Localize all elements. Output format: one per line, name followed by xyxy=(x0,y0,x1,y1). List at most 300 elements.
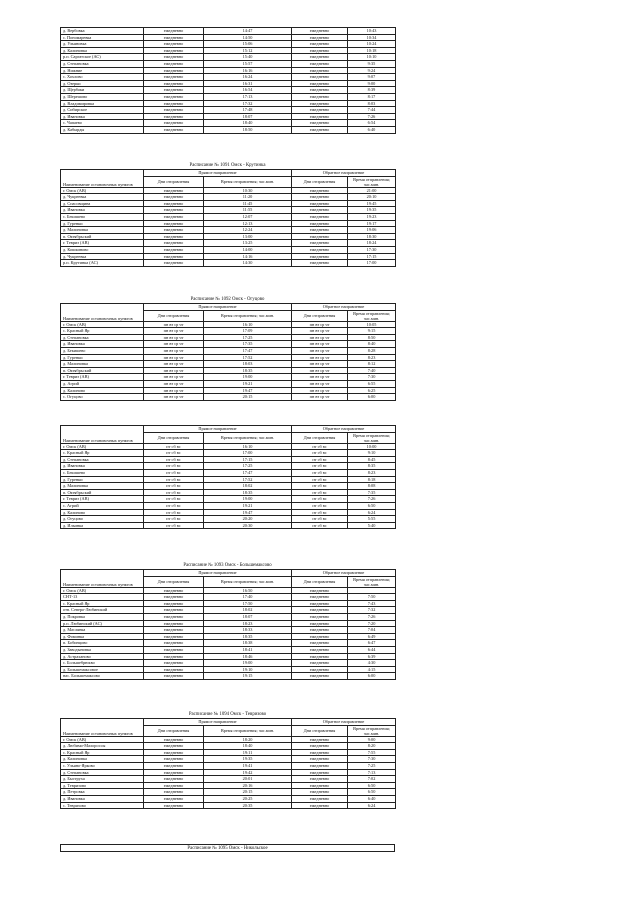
reverse-days: ежедневно xyxy=(292,653,348,660)
stop-name: д. Спасовщина xyxy=(61,200,144,207)
stop-name: д. Калиново xyxy=(61,387,144,394)
reverse-days: ежедневно xyxy=(292,47,348,54)
stop-name: д. Чукреевка xyxy=(61,194,144,201)
stops-header: Наименование остановочных пунктов xyxy=(61,304,144,322)
stop-name: д. Озерки xyxy=(61,80,144,87)
reverse-time: 10:10 xyxy=(348,54,396,61)
forward-time: 14:16 xyxy=(204,253,292,260)
forward-time: 18:03 xyxy=(204,361,292,368)
table-row xyxy=(61,802,396,809)
table-row xyxy=(61,594,396,601)
reverse-days: ежедневно xyxy=(292,782,348,789)
stop-name: д. Сибирское xyxy=(61,107,144,114)
forward-header: Прямое направление xyxy=(144,170,292,177)
forward-time: 17:47 xyxy=(204,347,292,354)
table-row xyxy=(61,28,396,35)
stops-header: Наименование остановочных пунктов xyxy=(61,719,144,737)
reverse-days: ежедневно xyxy=(292,673,348,680)
forward-days: ежедневно xyxy=(144,653,204,660)
forward-days: ежедневно xyxy=(144,749,204,756)
forward-time: 18:35 xyxy=(204,633,292,640)
reverse-time: 8:28 xyxy=(348,347,396,354)
table-row xyxy=(61,253,396,260)
reverse-days: пн вт ср чт xyxy=(292,347,348,354)
stop-name: д. Калиновка xyxy=(61,756,144,763)
table-row xyxy=(61,607,396,614)
reverse-days: ежедневно xyxy=(292,594,348,601)
forward-time: 19:00 xyxy=(204,496,292,503)
stop-name: п. Октябрьский xyxy=(61,489,144,496)
table-row xyxy=(61,100,396,107)
forward-days: ежедневно xyxy=(144,41,204,48)
forward-days: ежедневно xyxy=(144,126,204,133)
forward-time: 19:00 xyxy=(204,374,292,381)
reverse-time: 9:24 xyxy=(348,67,396,74)
stop-name: с. Чапаево xyxy=(61,120,144,127)
table-row xyxy=(61,640,396,647)
reverse-time: 5:40 xyxy=(348,522,396,529)
stop-name: с. Красный Яр xyxy=(61,450,144,457)
table-row xyxy=(61,361,396,368)
stop-name: д. Ильинка xyxy=(61,522,144,529)
forward-time: 14:50 xyxy=(204,34,292,41)
forward-time: 14:30 xyxy=(204,260,292,267)
reverse-time: 7:20 xyxy=(348,620,396,627)
reverse-time: 7:26 xyxy=(348,113,396,120)
stop-name: д. Ивановка xyxy=(61,113,144,120)
stop-name: с. Ульяно-Ярково xyxy=(61,762,144,769)
table-row xyxy=(61,227,396,234)
stop-name: р.п. Саргатское (АС) xyxy=(61,54,144,61)
forward-days: ежедневно xyxy=(144,607,204,614)
reverse-days: пт сб вс xyxy=(292,516,348,523)
stop-name: д. Петровка xyxy=(61,789,144,796)
forward-days: ежедневно xyxy=(144,795,204,802)
stop-name: д. Нижние xyxy=(61,67,144,74)
stop-name: д. Маслянка xyxy=(61,627,144,634)
forward-time: 15:12 xyxy=(204,47,292,54)
time-header: Время отправления; час.мин. xyxy=(204,176,292,187)
forward-time: 19:10 xyxy=(204,666,292,673)
forward-time: 12:24 xyxy=(204,227,292,234)
stop-name: с. Красный Яр xyxy=(61,600,144,607)
reverse-days: пт сб вс xyxy=(292,483,348,490)
reverse-days: пн вт ср чт xyxy=(292,354,348,361)
forward-time: 18:02 xyxy=(204,483,292,490)
reverse-time: 6:54 xyxy=(348,120,396,127)
reverse-days: пт сб вс xyxy=(292,509,348,516)
header-row xyxy=(61,304,396,311)
reverse-time: 7:50 xyxy=(348,594,396,601)
forward-time: 19:11 xyxy=(204,749,292,756)
forward-days: пн вт ср чт xyxy=(144,341,204,348)
reverse-time: 7:55 xyxy=(348,749,396,756)
reverse-time: 9:35 xyxy=(348,60,396,67)
reverse-time: 4:15 xyxy=(348,666,396,673)
forward-time: 20:15 xyxy=(204,789,292,796)
table-row xyxy=(61,509,396,516)
reverse-days: пн вт ср чт xyxy=(292,394,348,401)
table-row xyxy=(61,126,396,133)
forward-days: ежедневно xyxy=(144,200,204,207)
stop-name: г. Тевриз (АВ) xyxy=(61,240,144,247)
reverse-time: 7:30 xyxy=(348,756,396,763)
table-row xyxy=(61,107,396,114)
reverse-days: ежедневно xyxy=(292,749,348,756)
table-row xyxy=(61,633,396,640)
stop-name: д. Любимо-Малороссы xyxy=(61,743,144,750)
reverse-time: 9:15 xyxy=(348,328,396,335)
reverse-header: Обратное направление xyxy=(292,304,396,311)
reverse-days: ежедневно xyxy=(292,762,348,769)
stop-name: д. Астраханово xyxy=(61,653,144,660)
stop-name: д. Огуцово xyxy=(61,516,144,523)
forward-time: 17:40 xyxy=(204,594,292,601)
forward-time: 18:02 xyxy=(204,607,292,614)
reverse-time: 17:30 xyxy=(348,246,396,253)
days-header: Дни отправления xyxy=(292,176,348,187)
table-row xyxy=(61,502,396,509)
forward-days: ежедневно xyxy=(144,240,204,247)
forward-time: 18:40 xyxy=(204,120,292,127)
reverse-time: 9:10 xyxy=(348,450,396,457)
schedule-title: Расписание № 1092 Омск - Огуцово xyxy=(190,297,265,302)
header-row xyxy=(61,719,396,726)
reverse-days: ежедневно xyxy=(292,600,348,607)
stop-name: д. Гуренки xyxy=(61,476,144,483)
schedule-table xyxy=(60,569,396,680)
forward-days: ежедневно xyxy=(144,74,204,81)
reverse-time: 4:30 xyxy=(348,660,396,667)
forward-days: ежедневно xyxy=(144,67,204,74)
reverse-days: ежедневно xyxy=(292,60,348,67)
reverse-days: ежедневно xyxy=(292,736,348,743)
reverse-time: 10:18 xyxy=(348,47,396,54)
stop-name: р.п. Крутинка (АС) xyxy=(61,260,144,267)
stop-name: г. Омск (АВ) xyxy=(61,187,144,194)
table-row xyxy=(61,749,396,756)
reverse-time: 10:05 xyxy=(348,321,396,328)
stop-name: с. Бекишево xyxy=(61,469,144,476)
stop-name: д. Гуренки xyxy=(61,220,144,227)
reverse-time: 6:40 xyxy=(348,795,396,802)
table-row xyxy=(61,776,396,783)
table-row xyxy=(61,394,396,401)
stop-name: д. Малиновка xyxy=(61,483,144,490)
stop-name: д. Гуренки xyxy=(61,354,144,361)
stop-name: д. Ивановка xyxy=(61,207,144,214)
forward-time: 15:06 xyxy=(204,41,292,48)
table-row xyxy=(61,87,396,94)
forward-days: ежедневно xyxy=(144,620,204,627)
reverse-time: 9:07 xyxy=(348,74,396,81)
forward-time: 14:00 xyxy=(204,246,292,253)
forward-days: ежедневно xyxy=(144,34,204,41)
forward-days: пт сб вс xyxy=(144,522,204,529)
forward-time: 18:38 xyxy=(204,640,292,647)
forward-days: ежедневно xyxy=(144,187,204,194)
forward-days: пн вт ср чт xyxy=(144,334,204,341)
stop-name: г. Омск (АВ) xyxy=(61,321,144,328)
table-row xyxy=(61,194,396,201)
stop-name: д. Ивановка xyxy=(61,795,144,802)
forward-time: 13:25 xyxy=(204,240,292,247)
forward-days: ежедневно xyxy=(144,253,204,260)
reverse-days: ежедневно xyxy=(292,34,348,41)
reverse-time: 8:40 xyxy=(348,341,396,348)
table-row xyxy=(61,213,396,220)
forward-time: 16:10 xyxy=(204,443,292,450)
table-row xyxy=(61,613,396,620)
reverse-days: пт сб вс xyxy=(292,489,348,496)
table-row xyxy=(61,60,396,67)
forward-days: ежедневно xyxy=(144,220,204,227)
table-row xyxy=(61,328,396,335)
forward-header: Прямое направление xyxy=(144,570,292,577)
forward-time: 17:48 xyxy=(204,107,292,114)
forward-days: пн вт ср чт xyxy=(144,328,204,335)
forward-time: 16:50 xyxy=(204,587,292,594)
stop-name: нас. Большемаксово xyxy=(61,673,144,680)
stop-name: с. Агрий xyxy=(61,502,144,509)
reverse-time: 7:32 xyxy=(348,607,396,614)
forward-days: ежедневно xyxy=(144,600,204,607)
table-row xyxy=(61,620,396,627)
forward-days: ежедневно xyxy=(144,776,204,783)
table-row xyxy=(61,341,396,348)
reverse-days: ежедневно xyxy=(292,113,348,120)
stop-name: с. Хохлово xyxy=(61,74,144,81)
section-0 xyxy=(60,27,395,134)
forward-time: 17:25 xyxy=(204,334,292,341)
reverse-days: ежедневно xyxy=(292,795,348,802)
table-row xyxy=(61,456,396,463)
table-row xyxy=(61,496,396,503)
table-row xyxy=(61,240,396,247)
table-row xyxy=(61,387,396,394)
table-row xyxy=(61,200,396,207)
table-row xyxy=(61,260,396,267)
reverse-time: 19:23 xyxy=(348,213,396,220)
section-4 xyxy=(60,562,395,680)
forward-days: ежедневно xyxy=(144,87,204,94)
forward-time: 17:32 xyxy=(204,100,292,107)
table-row xyxy=(61,113,396,120)
table-row xyxy=(61,54,396,61)
reverse-time: 10:24 xyxy=(348,41,396,48)
days-header: Дни отправления xyxy=(292,310,348,321)
stop-name: д. Вербовка xyxy=(61,28,144,35)
reverse-time: 19:45 xyxy=(348,200,396,207)
forward-days: пт сб вс xyxy=(144,469,204,476)
reverse-days: пт сб вс xyxy=(292,456,348,463)
forward-days: ежедневно xyxy=(144,113,204,120)
forward-time: 11:45 xyxy=(204,200,292,207)
schedule-table xyxy=(60,718,396,809)
header-row xyxy=(61,170,396,177)
reverse-time: 8:17 xyxy=(348,93,396,100)
reverse-days: ежедневно xyxy=(292,120,348,127)
reverse-time: 21:00 xyxy=(348,187,396,194)
forward-days: ежедневно xyxy=(144,633,204,640)
reverse-time: 6:49 xyxy=(348,633,396,640)
reverse-days: пт сб вс xyxy=(292,476,348,483)
reverse-days: пн вт ср чт xyxy=(292,334,348,341)
forward-days: пн вт ср чт xyxy=(144,367,204,374)
reverse-time: 7:35 xyxy=(348,489,396,496)
forward-time: 15:40 xyxy=(204,54,292,61)
stop-name: д. Малиновка xyxy=(61,227,144,234)
reverse-header: Обратное направление xyxy=(292,570,396,577)
reverse-time: 6:50 xyxy=(348,782,396,789)
forward-days: пт сб вс xyxy=(144,443,204,450)
stop-name: д. Агрий xyxy=(61,380,144,387)
forward-time: 20:01 xyxy=(204,776,292,783)
forward-time: 19:41 xyxy=(204,762,292,769)
forward-time: 20:15 xyxy=(204,394,292,401)
reverse-time: 19:35 xyxy=(348,207,396,214)
reverse-time: 17:15 xyxy=(348,253,396,260)
reverse-days: пн вт ср чт xyxy=(292,361,348,368)
reverse-days: ежедневно xyxy=(292,233,348,240)
time-header: Время отправления; час.мин. xyxy=(204,432,292,443)
forward-time: 20:20 xyxy=(204,516,292,523)
reverse-time: 7:43 xyxy=(348,600,396,607)
forward-days: ежедневно xyxy=(144,782,204,789)
forward-time: 17:00 xyxy=(204,450,292,457)
reverse-time: 17:00 xyxy=(348,260,396,267)
stop-name: с. Красный Яр xyxy=(61,328,144,335)
table-row xyxy=(61,380,396,387)
reverse-time: 8:18 xyxy=(348,476,396,483)
forward-time: 18:35 xyxy=(204,367,292,374)
reverse-days: ежедневно xyxy=(292,646,348,653)
schedule-table xyxy=(60,303,396,401)
stop-name: д. Заводыновка xyxy=(61,646,144,653)
section-3 xyxy=(60,425,395,529)
reverse-days: ежедневно xyxy=(292,213,348,220)
forward-days: ежедневно xyxy=(144,640,204,647)
reverse-days: ежедневно xyxy=(292,587,348,594)
header-row xyxy=(61,426,396,433)
forward-days: ежедневно xyxy=(144,743,204,750)
reverse-time: 6:25 xyxy=(348,387,396,394)
schedule-table xyxy=(60,169,396,267)
stop-name: с. Большебрюкво xyxy=(61,660,144,667)
table-row xyxy=(61,334,396,341)
table-row xyxy=(61,627,396,634)
schedule-table xyxy=(60,425,396,529)
reverse-days: ежедневно xyxy=(292,246,348,253)
stop-name: д. Щербаки xyxy=(61,87,144,94)
reverse-time: 18:30 xyxy=(348,233,396,240)
forward-time: 18:07 xyxy=(204,113,292,120)
section-5 xyxy=(60,711,395,809)
reverse-time: 20:10 xyxy=(348,194,396,201)
table-row xyxy=(61,321,396,328)
forward-time: 14:47 xyxy=(204,28,292,35)
reverse-days: пн вт ср чт xyxy=(292,328,348,335)
reverse-time: 8:39 xyxy=(348,87,396,94)
forward-days: пт сб вс xyxy=(144,516,204,523)
table-row xyxy=(61,736,396,743)
table-row xyxy=(61,673,396,680)
reverse-days: ежедневно xyxy=(292,87,348,94)
table-row xyxy=(61,743,396,750)
reverse-days: ежедневно xyxy=(292,666,348,673)
reverse-days: ежедневно xyxy=(292,93,348,100)
reverse-time: 10:00 xyxy=(348,443,396,450)
reverse-time: 6:24 xyxy=(348,802,396,809)
forward-days: ежедневно xyxy=(144,673,204,680)
forward-days: ежедневно xyxy=(144,207,204,214)
time-header: Время отправления; час.мин. xyxy=(348,725,396,736)
forward-time: 20:30 xyxy=(204,522,292,529)
reverse-time: 6:00 xyxy=(348,394,396,401)
forward-time: 17:15 xyxy=(204,456,292,463)
reverse-days: ежедневно xyxy=(292,67,348,74)
time-header: Время отправления; час.мин. xyxy=(204,310,292,321)
table-row xyxy=(61,354,396,361)
table-row xyxy=(61,489,396,496)
forward-time: 17:25 xyxy=(204,463,292,470)
reverse-days: пт сб вс xyxy=(292,443,348,450)
reverse-days: пн вт ср чт xyxy=(292,341,348,348)
reverse-time: 7:30 xyxy=(348,374,396,381)
forward-time: 18:35 xyxy=(204,489,292,496)
reverse-time xyxy=(348,587,396,594)
reverse-time: 5:55 xyxy=(348,516,396,523)
forward-days: пт сб вс xyxy=(144,496,204,503)
forward-days: ежедневно xyxy=(144,47,204,54)
reverse-time: 18:24 xyxy=(348,240,396,247)
forward-time: 19:21 xyxy=(204,502,292,509)
stop-name: д. Фоминка xyxy=(61,633,144,640)
forward-days: ежедневно xyxy=(144,627,204,634)
forward-time: 19:35 xyxy=(204,756,292,763)
forward-days: пн вт ср чт xyxy=(144,361,204,368)
reverse-days: ежедневно xyxy=(292,627,348,634)
forward-days: пн вт ср чт xyxy=(144,394,204,401)
stop-name: д. Калиново xyxy=(61,509,144,516)
forward-time: 18:07 xyxy=(204,613,292,620)
table-row xyxy=(61,463,396,470)
table-row xyxy=(61,756,396,763)
forward-header: Прямое направление xyxy=(144,719,292,726)
forward-days: пт сб вс xyxy=(144,476,204,483)
time-header: Время отправления; час.мин. xyxy=(348,310,396,321)
stop-name: д. Бекишево xyxy=(61,347,144,354)
table-row xyxy=(61,587,396,594)
table-row xyxy=(61,660,396,667)
forward-days: ежедневно xyxy=(144,789,204,796)
table-row xyxy=(61,233,396,240)
reverse-header: Обратное направление xyxy=(292,426,396,433)
forward-time: 18:33 xyxy=(204,627,292,634)
forward-time: 13:00 xyxy=(204,233,292,240)
schedule-table xyxy=(60,27,396,134)
section-2 xyxy=(60,296,395,401)
forward-days: пн вт ср чт xyxy=(144,374,204,381)
forward-days: ежедневно xyxy=(144,756,204,763)
reverse-time: 19:17 xyxy=(348,220,396,227)
stop-name: с. Красный Яр xyxy=(61,749,144,756)
forward-time: 18:41 xyxy=(204,646,292,653)
forward-days: пт сб вс xyxy=(144,509,204,516)
reverse-days: пт сб вс xyxy=(292,450,348,457)
stop-name: г. Тевриз (АВ) xyxy=(61,374,144,381)
reverse-days: ежедневно xyxy=(292,107,348,114)
